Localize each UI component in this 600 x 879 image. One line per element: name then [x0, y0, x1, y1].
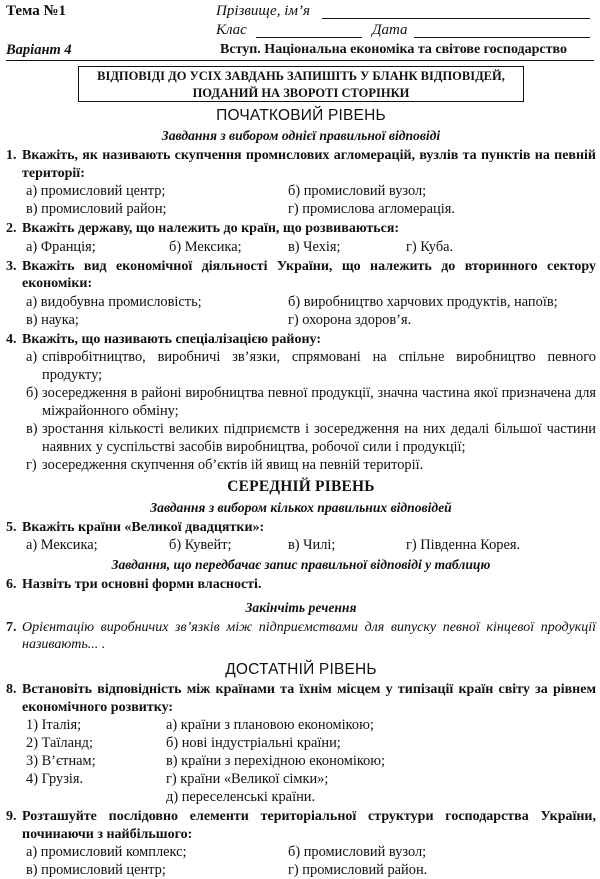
question-text: Вкажіть вид економічної діяльності України, що належить до вторинного сектору економіки: — [22, 258, 596, 292]
section-table-answer: Завдання, що передбачає запис правильної відповіді у таблицю — [111, 557, 491, 573]
topic-number: Тема №1 — [6, 3, 67, 19]
option[interactable]: в) наука; — [26, 311, 79, 328]
option[interactable]: в) Чилі; — [288, 537, 336, 554]
question-text: Вкажіть державу, що належить до країн, що розвиваються: — [22, 221, 400, 237]
question-8 — [6, 681, 596, 716]
option[interactable]: а) Мексика; — [26, 537, 98, 554]
level-middle-heading: СЕРЕДНІЙ РІВЕНЬ — [227, 478, 375, 496]
question-number: 2. — [6, 221, 17, 237]
option[interactable]: б) промисловий вузол; — [288, 183, 427, 200]
question-text: Вкажіть, що називають спеціалізацією району: — [22, 331, 321, 347]
question-5-options — [6, 536, 596, 554]
notice-line-2: ПОДАНИЙ НА ЗВОРОТІ СТОРІНКИ — [192, 86, 410, 100]
match-left: 1) Італія; — [26, 717, 82, 734]
notice-line-1: ВІДПОВІДІ ДО УСІХ ЗАВДАНЬ ЗАПИШІТЬ У БЛАНК ВІДПОВІДЕЙ, — [97, 69, 505, 83]
question-text: Вкажіть країни «Великої двадцятки»: — [22, 519, 265, 535]
option-text: зосередження в районі виробництва певної продукції, значна частина якої призначена для міжрайонного обміну; — [42, 385, 596, 420]
option-marker: б) — [26, 385, 39, 402]
option-text: співробітництво, виробничі зв’язки, спрямовані на спільне виробництво певного продукту; — [42, 349, 596, 384]
section-single-choice: Завдання з вибором однієї правильної відповіді — [161, 128, 441, 144]
question-9 — [6, 808, 596, 843]
worksheet-content — [6, 103, 596, 879]
class-field[interactable] — [256, 37, 362, 38]
class-label: Клас — [216, 22, 247, 38]
question-2 — [6, 220, 596, 238]
question-4 — [6, 331, 596, 349]
match-left — [26, 788, 166, 806]
option[interactable] — [26, 456, 596, 474]
question-9-options — [6, 843, 596, 879]
option[interactable] — [26, 384, 596, 420]
match-left: 4) Грузія. — [26, 771, 84, 788]
question-number: 7. — [6, 619, 17, 635]
section-finish-sentence: Закінчіть речення — [245, 599, 357, 615]
question-text: Розташуйте послідовно елементи територіальної структури господарства України, починаючи з найбільшого: — [22, 809, 596, 842]
surname-field[interactable] — [322, 18, 590, 19]
question-4-options — [6, 348, 596, 474]
option-marker: в) — [26, 421, 38, 438]
question-number: 9. — [6, 809, 17, 825]
question-2-options — [6, 238, 596, 256]
option-text: зосередження скупчення об’єктів ій явищ на певній території. — [42, 457, 424, 474]
level-sufficient-heading: ДОСТАТНІЙ РІВЕНЬ — [225, 660, 377, 678]
question-text: Орієнтацію виробничих зв’язків між підприємствами для випуску певної кінцевої продукції називають... . — [22, 619, 596, 653]
surname-label: Прізвище, ім’я — [216, 3, 310, 19]
question-3-options — [6, 293, 596, 329]
question-number: 5. — [6, 519, 17, 535]
option-marker: г) — [26, 457, 37, 474]
variant-label: Варіант 4 — [6, 42, 72, 58]
question-6 — [6, 576, 596, 594]
option[interactable]: в) промисловий центр; — [26, 862, 166, 879]
question-5 — [6, 519, 596, 537]
question-8-row — [6, 770, 596, 788]
answer-sheet-notice — [78, 66, 524, 102]
question-text: Вкажіть, як називають скупчення промислових агломерацій, вузлів та пунктів на певній території: — [22, 148, 596, 181]
option[interactable]: а) видобувна промисловість; — [26, 293, 202, 310]
option[interactable]: в) промисловий район; — [26, 201, 167, 218]
question-number: 8. — [6, 682, 17, 698]
option[interactable]: г) Південна Корея. — [406, 537, 521, 554]
match-right: б) нові індустріальні країни; — [166, 735, 341, 752]
option[interactable]: г) Куба. — [406, 238, 454, 255]
question-number: 3. — [6, 258, 17, 274]
option[interactable]: в) Чехія; — [288, 238, 341, 255]
option-text: зростання кількості великих підприємств і зосередження на них дедалі більшої частини наявних у суспільстві засобів виробництва, робочої сили і продукції; — [42, 421, 596, 456]
topic-title: Вступ. Національна економіка та світове господарство — [220, 42, 567, 57]
question-number: 1. — [6, 148, 17, 164]
match-left: 3) В’єтнам; — [26, 753, 96, 770]
question-1-options — [6, 182, 596, 218]
question-8-row — [6, 734, 596, 752]
option[interactable]: г) промислова агломерація. — [288, 201, 455, 218]
option[interactable]: б) Кувейт; — [169, 537, 232, 554]
option[interactable]: б) промисловий вузол; — [288, 844, 427, 861]
worksheet-header — [6, 0, 594, 62]
question-number: 6. — [6, 577, 17, 593]
match-right: д) переселенські країни. — [166, 789, 316, 806]
header-divider — [6, 60, 594, 61]
option[interactable]: б) Мексика; — [169, 238, 242, 255]
question-text: Назвіть три основні форми власності. — [22, 577, 262, 593]
date-field[interactable] — [414, 37, 590, 38]
match-right: а) країни з плановою економікою; — [166, 717, 374, 734]
option[interactable]: г) охорона здоров’я. — [288, 311, 412, 328]
section-multi-choice: Завдання з вибором кількох правильних відповідей — [150, 499, 452, 515]
question-8-row — [6, 788, 596, 806]
level-initial-heading: ПОЧАТКОВИЙ РІВЕНЬ — [216, 107, 386, 124]
question-number: 4. — [6, 331, 17, 347]
option-marker: а) — [26, 349, 38, 366]
option[interactable] — [26, 420, 596, 456]
question-7 — [6, 619, 596, 654]
date-label: Дата — [372, 22, 408, 38]
option[interactable]: г) промисловий район. — [288, 862, 428, 879]
option[interactable] — [26, 348, 596, 384]
question-3 — [6, 258, 596, 293]
option[interactable]: а) промисловий центр; — [26, 183, 166, 200]
match-left: 2) Таїланд; — [26, 735, 93, 752]
question-8-row — [6, 752, 596, 770]
match-right: в) країни з перехідною економікою; — [166, 753, 386, 770]
option[interactable]: б) виробництво харчових продуктів, напоїв; — [288, 293, 558, 310]
question-1 — [6, 147, 596, 182]
option[interactable]: а) промисловий комплекс; — [26, 844, 187, 861]
question-text: Встановіть відповідність між країнами та їхнім місцем у типізації країн світу за рівнем економічного розвитку: — [22, 682, 596, 715]
option[interactable]: а) Франція; — [26, 238, 96, 255]
question-8-row — [6, 716, 596, 734]
match-right: г) країни «Великої сімки»; — [166, 771, 329, 788]
